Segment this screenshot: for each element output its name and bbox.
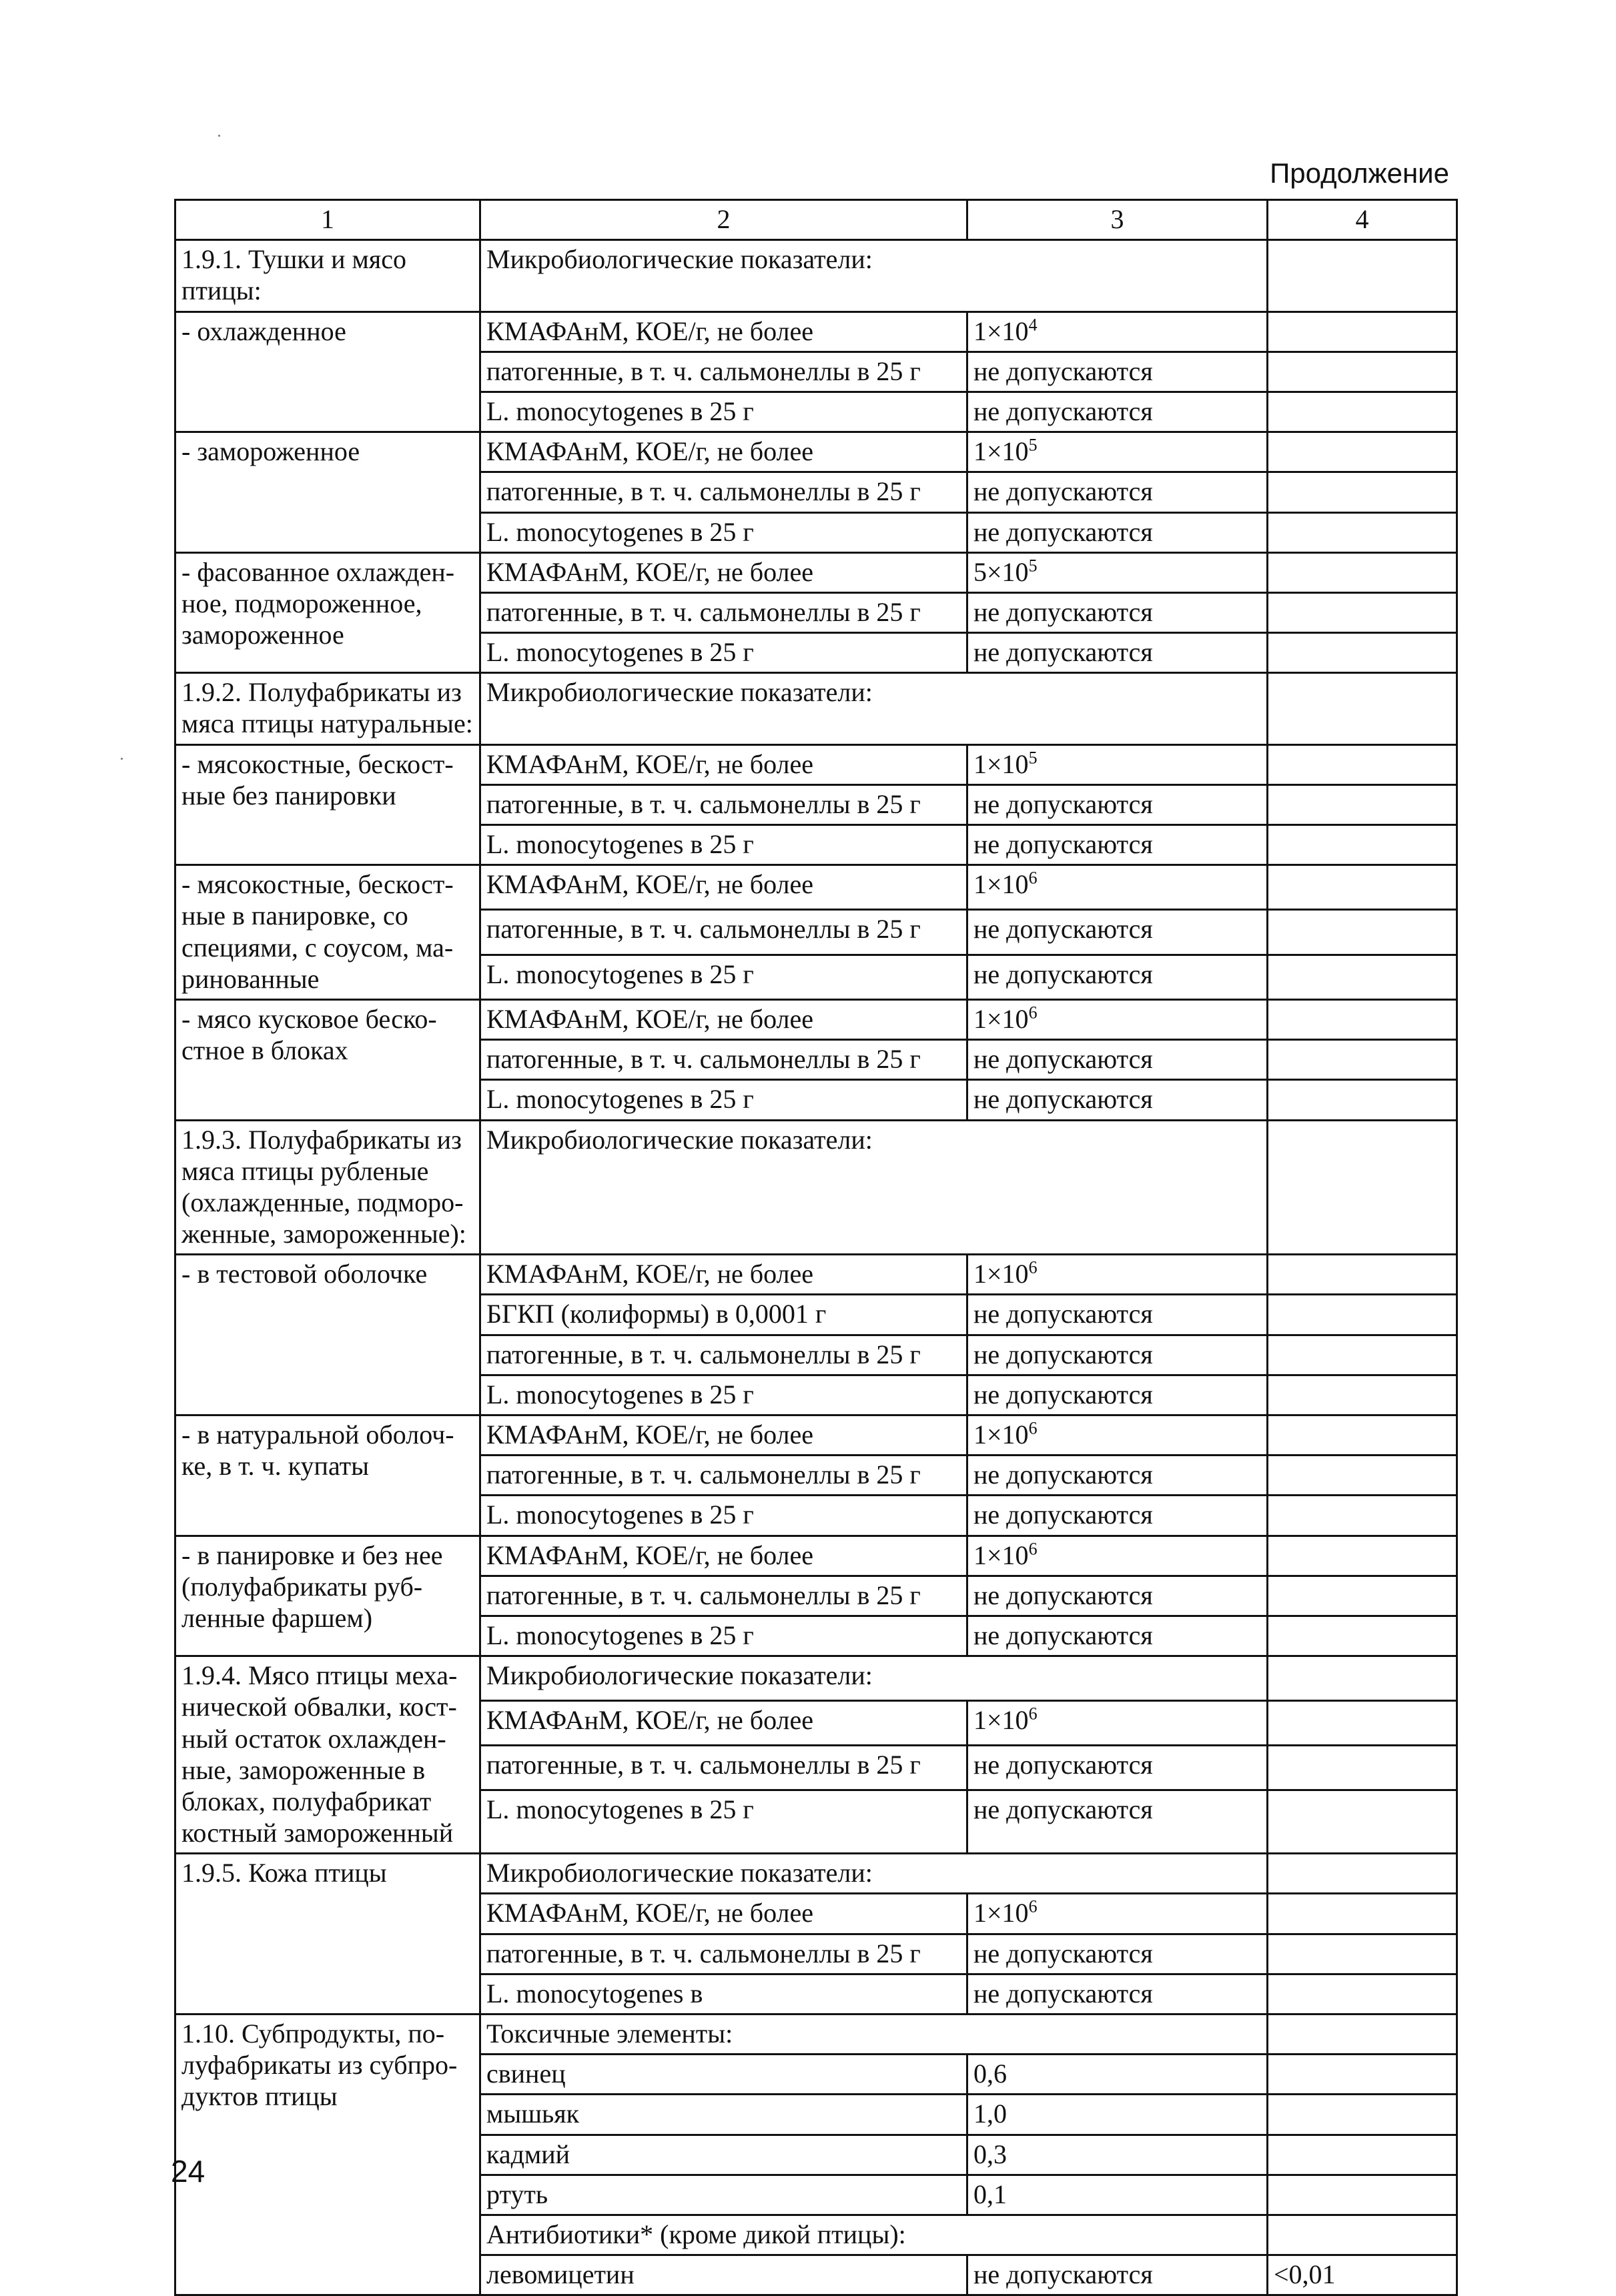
norm-cell — [1268, 1790, 1457, 1854]
limit-cell — [967, 2095, 1268, 2135]
norm-cell — [1268, 432, 1457, 472]
product-cell: - замороженное — [175, 432, 480, 553]
limit-value: не допускаются — [973, 596, 1153, 627]
indicator-group-label: Микробиологические показатели: — [480, 240, 1268, 312]
indicator-cell: ртуть — [480, 2175, 967, 2215]
limit-cell — [967, 432, 1268, 472]
limit-cell — [967, 1576, 1268, 1616]
norm-cell — [1268, 999, 1457, 1039]
norm-cell — [1268, 592, 1457, 632]
limit-cell — [967, 2055, 1268, 2095]
norm-cell — [1268, 633, 1457, 673]
limit-value: 1,0 — [973, 2099, 1007, 2129]
norm-cell — [1268, 2175, 1457, 2215]
table-row — [175, 1656, 1457, 1701]
limit-cell — [967, 2255, 1268, 2295]
indicator-cell: КМАФАнМ, КОЕ/г, не более — [480, 552, 967, 592]
indicator-cell: КМАФАнМ, КОЕ/г, не более — [480, 744, 967, 784]
norm-cell — [1268, 1375, 1457, 1415]
norm-cell — [1268, 512, 1457, 552]
limit-cell — [967, 312, 1268, 352]
limit-value: не допускаются — [973, 396, 1153, 426]
indicator-cell: левомицетин — [480, 2255, 967, 2295]
table-row — [175, 1536, 1457, 1576]
limit-exponent: 5 — [1028, 748, 1038, 768]
indicator-group-label: Токсичные элементы: — [480, 2015, 1268, 2055]
limit-value: 0,3 — [973, 2139, 1007, 2169]
limit-value: 1×10 — [973, 1003, 1029, 1034]
limit-cell — [967, 1456, 1268, 1496]
limit-cell — [967, 1536, 1268, 1576]
norm-cell — [1268, 865, 1457, 910]
limit-value: не допускаются — [973, 356, 1153, 386]
table-row — [175, 312, 1457, 352]
scan-speck — [121, 758, 123, 760]
limit-value: не допускаются — [973, 1580, 1153, 1610]
product-cell: - фасованное охлажден- ное, подмороженное, замороженное — [175, 552, 480, 673]
limit-value: не допускаются — [973, 1299, 1153, 1329]
indicator-group-label: Микробиологические показатели: — [480, 1656, 1268, 1701]
table-row — [175, 240, 1457, 312]
indicator-cell: L. monocytogenes в 25 г — [480, 1790, 967, 1854]
product-cell: - мясокостные, бескост- ные в панировке, со специями, с соусом, ма- ринованные — [175, 865, 480, 1000]
limit-value: 1×10 — [973, 316, 1029, 346]
norm-cell — [1268, 1080, 1457, 1120]
limit-cell — [967, 1894, 1268, 1934]
norm-cell — [1268, 673, 1457, 744]
norm-cell — [1268, 2095, 1457, 2135]
norm-cell — [1268, 1496, 1457, 1536]
indicator-cell: L. monocytogenes в 25 г — [480, 1375, 967, 1415]
indicator-cell: L. monocytogenes в 25 г — [480, 512, 967, 552]
norm-cell — [1268, 1536, 1457, 1576]
limit-value: не допускаются — [973, 637, 1153, 668]
limit-exponent: 6 — [1028, 1539, 1038, 1559]
limit-cell — [967, 744, 1268, 784]
limit-cell — [967, 825, 1268, 865]
product-group-cell: 1.9.1. Тушки и мясо птицы: — [175, 240, 480, 312]
limit-exponent: 4 — [1028, 315, 1038, 335]
product-group-cell: 1.9.3. Полуфабрикаты из мяса птицы рубленые (охлажденные, подморо- женные, замороженные): — [175, 1120, 480, 1255]
norm-cell — [1268, 1854, 1457, 1894]
indicator-cell: патогенные, в т. ч. сальмонеллы в 25 г — [480, 1335, 967, 1375]
norm-cell — [1268, 552, 1457, 592]
indicator-cell: L. monocytogenes в 25 г — [480, 633, 967, 673]
limit-value: не допускаются — [973, 1750, 1153, 1780]
product-cell: - в натуральной оболоч- ке, в т. ч. купаты — [175, 1415, 480, 1536]
limit-value: 1×10 — [973, 869, 1029, 900]
product-cell: 1.9.5. Кожа птицы — [175, 1854, 480, 2015]
page-number: 24 — [171, 2154, 206, 2189]
limit-cell — [967, 1934, 1268, 1974]
indicator-cell: БГКП (колиформы) в 0,0001 г — [480, 1295, 967, 1335]
limit-exponent: 6 — [1028, 1704, 1038, 1724]
indicator-cell: КМАФАнМ, КОЕ/г, не более — [480, 312, 967, 352]
limit-exponent: 5 — [1028, 435, 1038, 455]
limit-cell — [967, 1746, 1268, 1790]
indicator-cell: кадмий — [480, 2135, 967, 2175]
table-row — [175, 865, 1457, 910]
norm-cell — [1268, 2015, 1457, 2055]
product-cell: - мясокостные, бескост- ные без панировки — [175, 744, 480, 865]
limit-value: не допускаются — [973, 1500, 1153, 1530]
indicator-cell: КМАФАнМ, КОЕ/г, не более — [480, 1701, 967, 1746]
indicator-cell: КМАФАнМ, КОЕ/г, не более — [480, 1255, 967, 1295]
limit-cell — [967, 1335, 1268, 1375]
table-row — [175, 999, 1457, 1039]
table-row — [175, 1120, 1457, 1255]
limit-value: 5×10 — [973, 556, 1029, 587]
column-number-1: 1 — [175, 200, 480, 240]
limit-cell — [967, 1255, 1268, 1295]
norm-cell — [1268, 784, 1457, 824]
indicator-cell: КМАФАнМ, КОЕ/г, не более — [480, 1894, 967, 1934]
limit-cell — [967, 999, 1268, 1039]
norm-cell — [1268, 825, 1457, 865]
table-row — [175, 2015, 1457, 2055]
norm-cell — [1268, 1335, 1457, 1375]
limit-value: 1×10 — [973, 1419, 1029, 1450]
norm-cell — [1268, 1255, 1457, 1295]
limit-cell — [967, 1974, 1268, 2014]
scan-speck — [218, 135, 220, 137]
indicator-cell: КМАФАнМ, КОЕ/г, не более — [480, 865, 967, 910]
norm-cell — [1268, 1576, 1457, 1616]
indicator-cell: КМАФАнМ, КОЕ/г, не более — [480, 1536, 967, 1576]
limit-value: не допускаются — [973, 829, 1153, 859]
column-number-4: 4 — [1268, 200, 1457, 240]
norm-cell — [1268, 2215, 1457, 2255]
indicator-cell: патогенные, в т. ч. сальмонеллы в 25 г — [480, 352, 967, 392]
limit-value: не допускаются — [973, 1978, 1153, 2008]
norm-cell — [1268, 1974, 1457, 2014]
indicator-group-label: Микробиологические показатели: — [480, 1854, 1268, 1894]
limit-value: 1×10 — [973, 436, 1029, 467]
limit-cell — [967, 392, 1268, 432]
limit-value: не допускаются — [973, 959, 1153, 989]
table-row — [175, 1854, 1457, 1894]
norm-cell — [1268, 955, 1457, 999]
norm-cell — [1268, 2135, 1457, 2175]
indicator-group-label: Антибиотики* (кроме дикой птицы): — [480, 2215, 1268, 2255]
norm-cell — [1268, 744, 1457, 784]
product-cell: 1.9.4. Мясо птицы меха- нической обвалки, кост- ный остаток охлажден- ные, замороженные в блоках, полуфабрикат костный замороженный — [175, 1656, 480, 1854]
norm-cell — [1268, 352, 1457, 392]
norm-cell — [1268, 1746, 1457, 1790]
column-number-3: 3 — [967, 200, 1268, 240]
limit-value: не допускаются — [973, 1938, 1153, 1968]
limit-cell — [967, 1701, 1268, 1746]
table-row — [175, 744, 1457, 784]
norm-cell — [1268, 1616, 1457, 1656]
table-row — [175, 432, 1457, 472]
limit-cell — [967, 784, 1268, 824]
limit-cell — [967, 592, 1268, 632]
indicator-group-label: Микробиологические показатели: — [480, 673, 1268, 744]
norm-cell — [1268, 312, 1457, 352]
norm-cell — [1268, 1120, 1457, 1255]
indicator-cell: патогенные, в т. ч. сальмонеллы в 25 г — [480, 1746, 967, 1790]
limit-cell — [967, 552, 1268, 592]
indicator-cell: КМАФАнМ, КОЕ/г, не более — [480, 1415, 967, 1456]
table-row — [175, 1255, 1457, 1295]
norm-cell — [1268, 1415, 1457, 1456]
product-group-cell: 1.9.2. Полуфабрикаты из мяса птицы натуральные: — [175, 673, 480, 744]
indicator-cell: патогенные, в т. ч. сальмонеллы в 25 г — [480, 592, 967, 632]
indicator-cell: патогенные, в т. ч. сальмонеллы в 25 г — [480, 1934, 967, 1974]
requirements-table — [174, 199, 1458, 2296]
limit-exponent: 5 — [1028, 556, 1038, 576]
table-row — [175, 673, 1457, 744]
limit-cell — [967, 512, 1268, 552]
indicator-cell: патогенные, в т. ч. сальмонеллы в 25 г — [480, 910, 967, 955]
limit-exponent: 6 — [1028, 1257, 1038, 1277]
limit-value: не допускаются — [973, 1044, 1153, 1075]
limit-exponent: 6 — [1028, 1003, 1038, 1023]
norm-cell: <0,01 — [1268, 2255, 1457, 2295]
indicator-cell: L. monocytogenes в 25 г — [480, 955, 967, 999]
limit-exponent: 6 — [1028, 1418, 1038, 1438]
limit-value: 1×10 — [973, 1705, 1029, 1736]
indicator-cell: L. monocytogenes в 25 г — [480, 1616, 967, 1656]
limit-cell — [967, 633, 1268, 673]
product-cell: - охлажденное — [175, 312, 480, 432]
indicator-cell: патогенные, в т. ч. сальмонеллы в 25 г — [480, 472, 967, 512]
limit-cell — [967, 1496, 1268, 1536]
limit-value: 1×10 — [973, 1898, 1029, 1928]
limit-value: не допускаются — [973, 1084, 1153, 1115]
limit-value: не допускаются — [973, 1794, 1153, 1825]
norm-cell — [1268, 1656, 1457, 1701]
table-row — [175, 1415, 1457, 1456]
limit-cell — [967, 2135, 1268, 2175]
limit-value: не допускаются — [973, 788, 1153, 819]
indicator-cell: патогенные, в т. ч. сальмонеллы в 25 г — [480, 1040, 967, 1080]
limit-cell — [967, 1040, 1268, 1080]
limit-cell — [967, 1790, 1268, 1854]
indicator-cell: КМАФАнМ, КОЕ/г, не более — [480, 999, 967, 1039]
indicator-cell: L. monocytogenes в 25 г — [480, 392, 967, 432]
indicator-cell: L. monocytogenes в 25 г — [480, 1080, 967, 1120]
norm-cell — [1268, 1456, 1457, 1496]
limit-value: не допускаются — [973, 2259, 1153, 2290]
norm-cell — [1268, 1701, 1457, 1746]
indicator-cell: патогенные, в т. ч. сальмонеллы в 25 г — [480, 784, 967, 824]
indicator-cell: мышьяк — [480, 2095, 967, 2135]
limit-cell — [967, 1415, 1268, 1456]
limit-value: не допускаются — [973, 1339, 1153, 1369]
indicator-cell: L. monocytogenes в 25 г — [480, 1496, 967, 1536]
indicator-cell: свинец — [480, 2055, 967, 2095]
indicator-cell: КМАФАнМ, КОЕ/г, не более — [480, 432, 967, 472]
product-cell: - в тестовой оболочке — [175, 1255, 480, 1415]
continuation-label: Продолжение — [1270, 157, 1449, 189]
limit-cell — [967, 865, 1268, 910]
limit-value: не допускаются — [973, 914, 1153, 945]
limit-value: 1×10 — [973, 1259, 1029, 1289]
limit-value: 1×10 — [973, 1540, 1029, 1570]
limit-exponent: 6 — [1028, 1897, 1038, 1917]
indicator-group-label: Микробиологические показатели: — [480, 1120, 1268, 1255]
limit-value: 0,6 — [973, 2059, 1007, 2089]
limit-cell — [967, 910, 1268, 955]
norm-cell — [1268, 2055, 1457, 2095]
column-number-row — [175, 200, 1457, 240]
limit-value: не допускаются — [973, 1620, 1153, 1650]
norm-cell — [1268, 910, 1457, 955]
norm-cell — [1268, 1295, 1457, 1335]
limit-cell — [967, 955, 1268, 999]
limit-value: 0,1 — [973, 2179, 1007, 2209]
limit-cell — [967, 1080, 1268, 1120]
limit-exponent: 6 — [1028, 868, 1038, 888]
limit-value: не допускаются — [973, 476, 1153, 507]
limit-cell — [967, 1616, 1268, 1656]
indicator-cell: патогенные, в т. ч. сальмонеллы в 25 г — [480, 1576, 967, 1616]
product-cell: 1.10. Субпродукты, по- луфабрикаты из субпро- дуктов птицы — [175, 2015, 480, 2295]
indicator-cell: L. monocytogenes в 25 г — [480, 825, 967, 865]
limit-value: не допускаются — [973, 1460, 1153, 1490]
product-cell: - мясо кусковое беско- стное в блоках — [175, 999, 480, 1120]
product-cell: - в панировке и без нее (полуфабрикаты руб- ленные фаршем) — [175, 1536, 480, 1656]
norm-cell — [1268, 392, 1457, 432]
indicator-cell: патогенные, в т. ч. сальмонеллы в 25 г — [480, 1456, 967, 1496]
limit-value: не допускаются — [973, 1379, 1153, 1409]
column-number-2: 2 — [480, 200, 967, 240]
limit-cell — [967, 472, 1268, 512]
table-row — [175, 552, 1457, 592]
limit-cell — [967, 1295, 1268, 1335]
limit-cell — [967, 352, 1268, 392]
norm-cell — [1268, 1040, 1457, 1080]
limit-value: не допускаются — [973, 516, 1153, 547]
norm-cell — [1268, 1934, 1457, 1974]
indicator-cell: L. monocytogenes в — [480, 1974, 967, 2014]
norm-cell — [1268, 240, 1457, 312]
norm-cell — [1268, 1894, 1457, 1934]
limit-cell — [967, 2175, 1268, 2215]
limit-value: 1×10 — [973, 748, 1029, 779]
limit-cell — [967, 1375, 1268, 1415]
norm-cell — [1268, 472, 1457, 512]
